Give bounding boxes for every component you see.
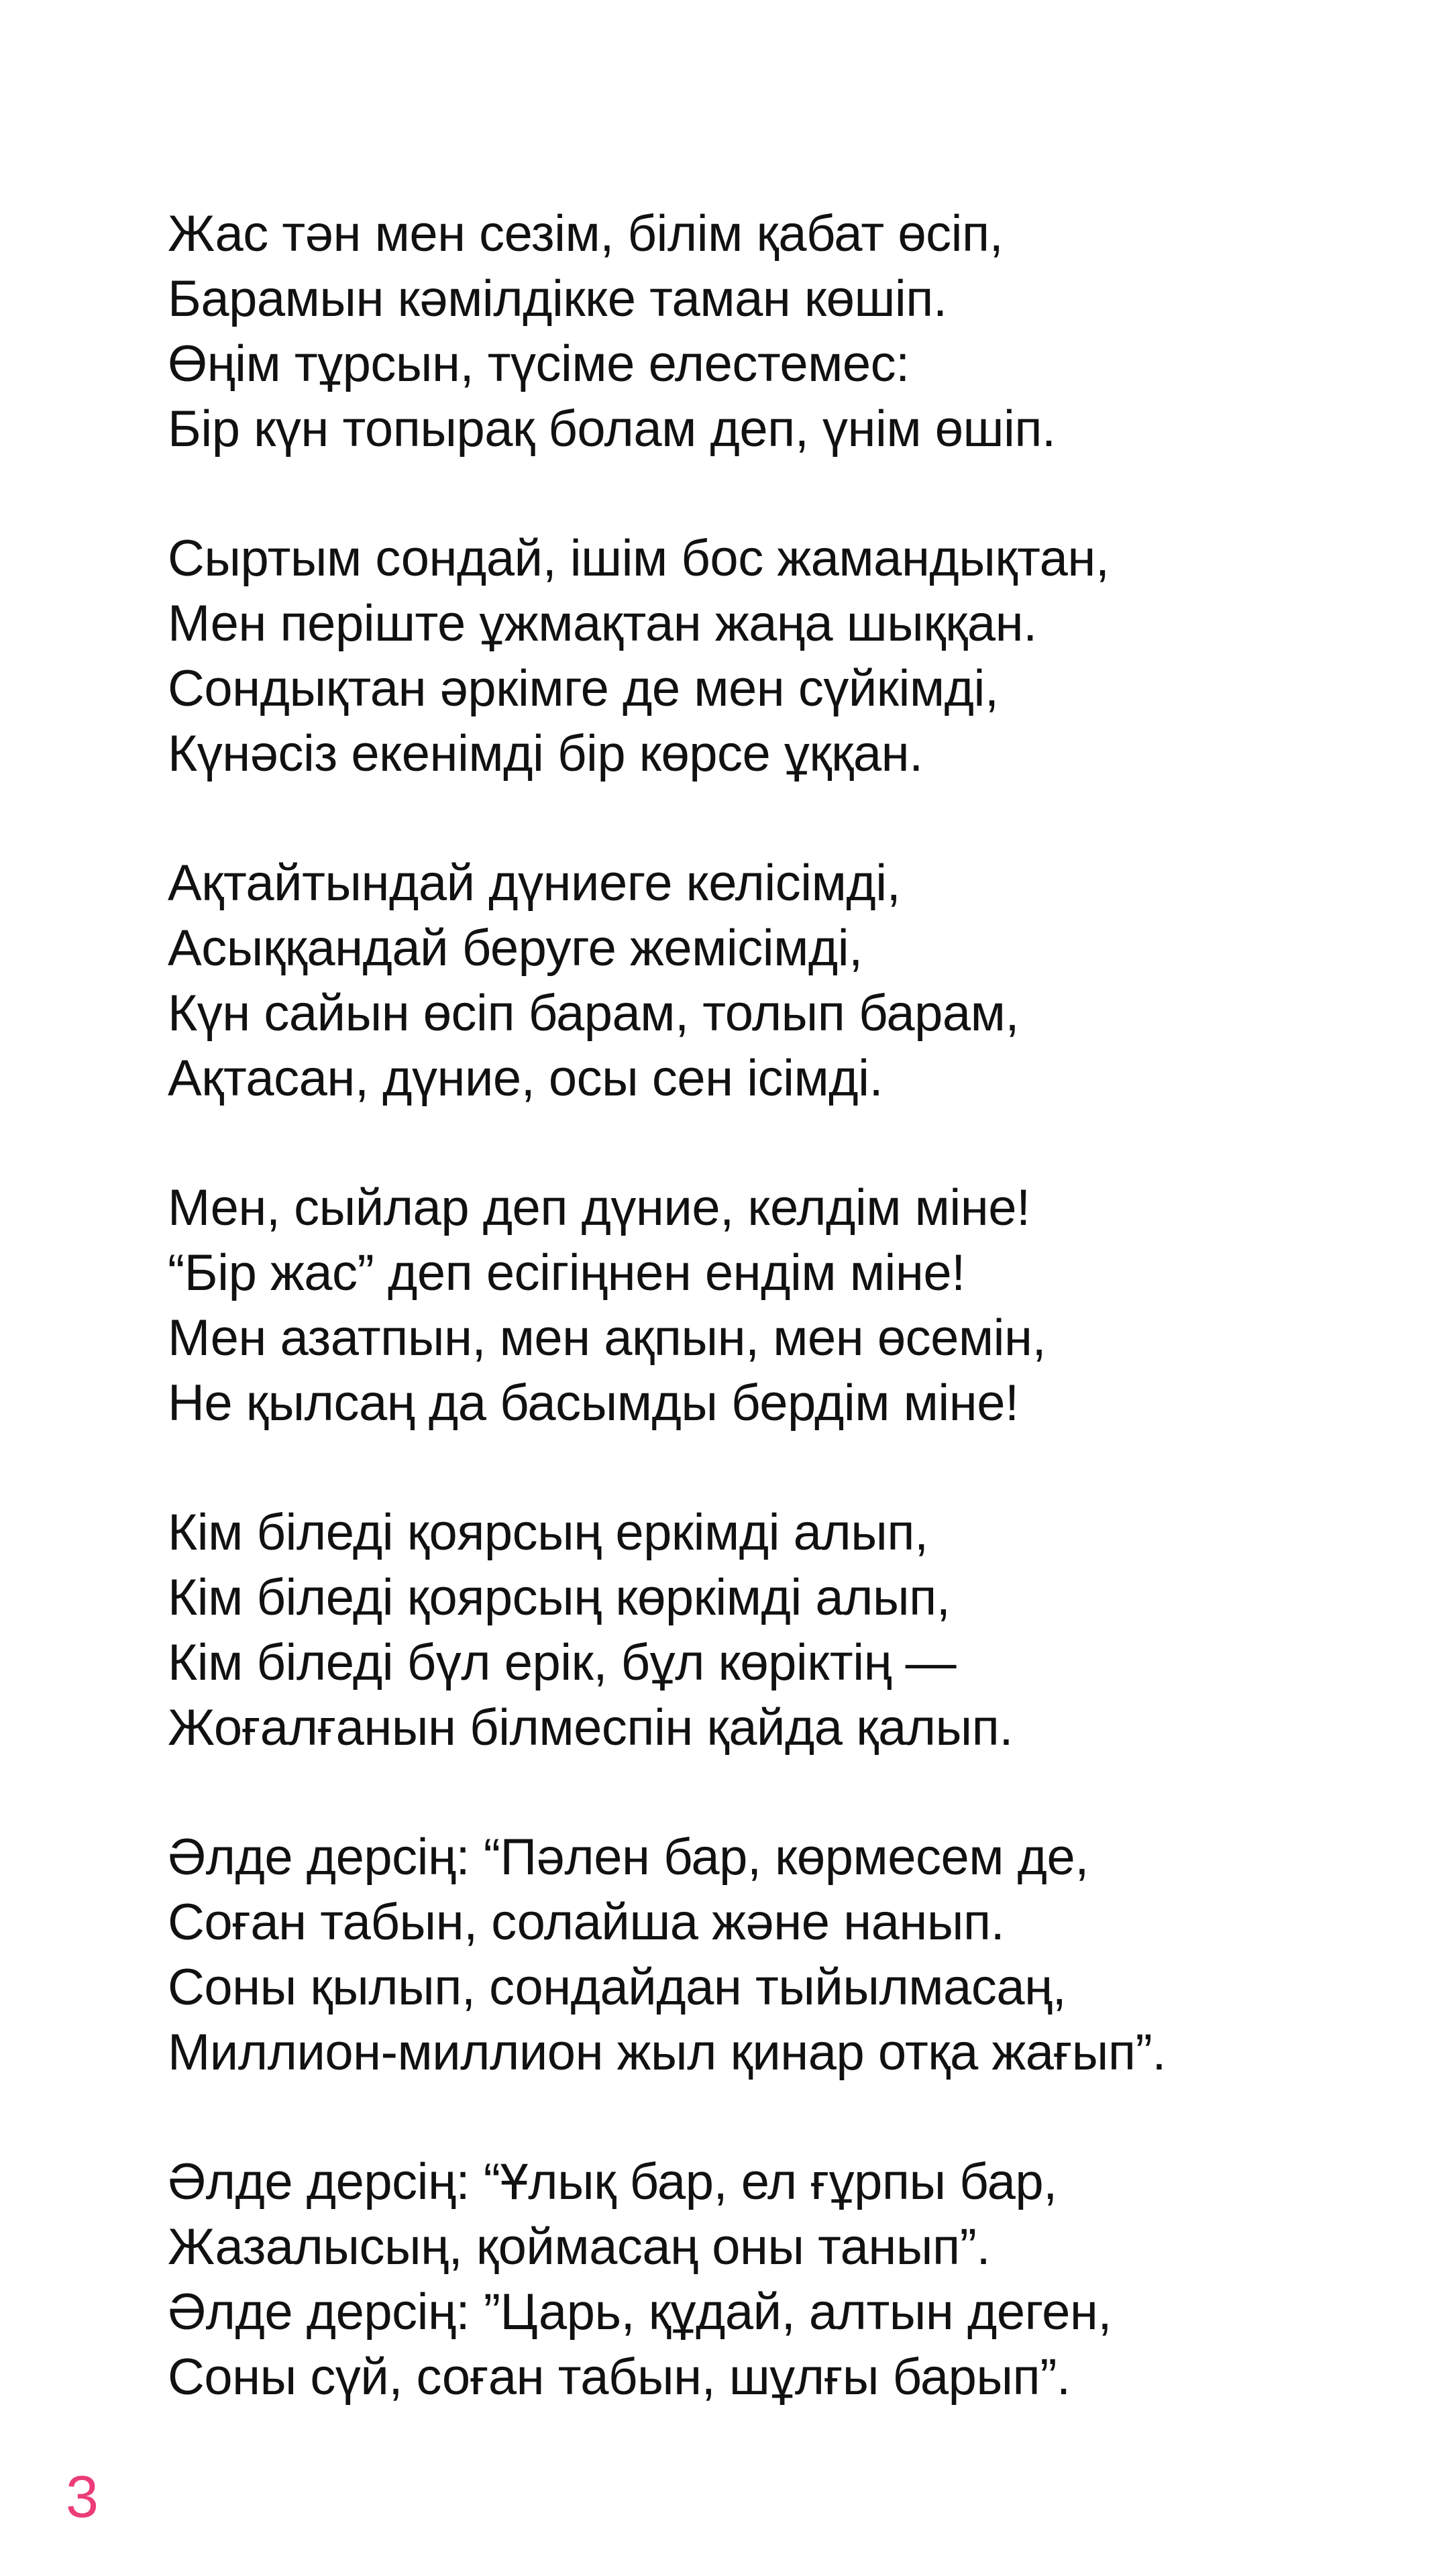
poem-line: Барамын кәмілдікке таман көшіп.: [168, 270, 947, 327]
poem-line: Кім біледі қоярсың көркімді алып,: [168, 1569, 951, 1626]
poem-line: Күн сайын өсіп барам, толып барам,: [168, 985, 1020, 1042]
poem-line: “Бір жас” деп есігіңнен ендім міне!: [168, 1244, 965, 1301]
poem-line: Не қылсаң да басымды бердім міне!: [168, 1375, 1019, 1432]
poem-line: Сондықтан әркімге де мен сүйкімді,: [168, 660, 999, 717]
poem-line: Асыққандай беруге жемісімді,: [168, 920, 863, 977]
poem-body: [168, 201, 1375, 2474]
stanza-2: [168, 526, 1375, 786]
poem-line: Сыртым сондай, ішім бос жамандықтан,: [168, 530, 1110, 587]
poem-line: Миллион-миллион жыл қинар отқа жағып”.: [168, 2024, 1166, 2081]
poem-line: Бір күн топырақ болам деп, үнім өшіп.: [168, 400, 1056, 458]
stanza-7: [168, 2149, 1375, 2410]
stanza-1: [168, 201, 1375, 462]
poem-line: Жас тән мен сезім, білім қабат өсіп,: [168, 205, 1004, 262]
poem-line: Ақтайтындай дүниеге келісімді,: [168, 855, 901, 912]
stanza-6: [168, 1825, 1375, 2085]
poem-line: Соны қылып, сондайдан тыйылмасаң,: [168, 1959, 1067, 2016]
stanza-5: [168, 1500, 1375, 1760]
poem-line: Соны сүй, соған табын, шұлғы барып”.: [168, 2349, 1071, 2406]
poem-line: Әлде дерсің: “Ұлық бар, ел ғұрпы бар,: [168, 2153, 1057, 2210]
poem-line: Ақтасан, дүние, осы сен ісімді.: [168, 1050, 883, 1107]
stanza-4: [168, 1175, 1375, 1436]
poem-line: Мен азатпын, мен ақпын, мен өсемін,: [168, 1309, 1046, 1366]
poem-line: Соған табын, солайша және нанып.: [168, 1894, 1005, 1951]
poem-line: Мен, сыйлар деп дүние, келдім міне!: [168, 1179, 1030, 1236]
poem-line: Мен періште ұжмақтан жаңа шыққан.: [168, 595, 1037, 652]
poem-line: Жазалысың, қоймасаң оны танып”.: [168, 2218, 991, 2275]
poem-line: Әлде дерсің: ”Царь, құдай, алтын деген,: [168, 2284, 1112, 2341]
poem-line: Жоғалғанын білмеспін қайда қалып.: [168, 1699, 1013, 1756]
stanza-3: [168, 851, 1375, 1111]
poem-line: Кім біледі бүл ерік, бұл көріктің —: [168, 1634, 957, 1691]
poem-line: Күнәсіз екенімді бір көрсе ұққан.: [168, 725, 923, 782]
poem-line: Өңім тұрсын, түсіме елестемес:: [168, 335, 910, 392]
poem-line: Әлде дерсің: “Пәлен бар, көрмесем де,: [168, 1829, 1089, 1886]
page-number: 3: [66, 2463, 99, 2530]
poem-line: Кім біледі қоярсың еркімді алып,: [168, 1504, 928, 1561]
